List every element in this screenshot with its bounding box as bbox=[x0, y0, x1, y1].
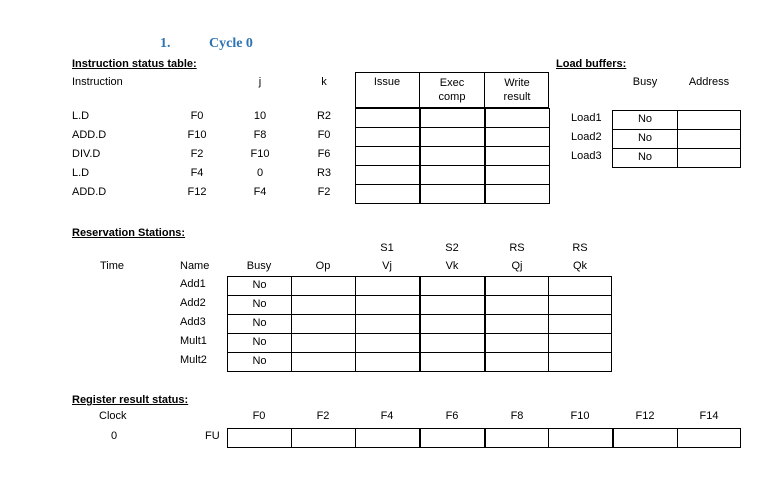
k-header: k bbox=[321, 76, 327, 88]
register-fu-cell[interactable] bbox=[677, 428, 741, 448]
s2-header: S2 bbox=[445, 242, 459, 254]
reservation-station-name: Add2 bbox=[180, 297, 206, 309]
time-header: Time bbox=[100, 260, 125, 272]
reservation-station-name: Add3 bbox=[180, 316, 206, 328]
exec-comp-cell[interactable] bbox=[420, 165, 485, 185]
clock-label: Clock bbox=[99, 410, 127, 422]
op-cell[interactable] bbox=[291, 295, 356, 315]
rs1-header: RS bbox=[509, 242, 525, 254]
instruction-dest: F10 bbox=[187, 129, 207, 141]
register-name: F4 bbox=[380, 410, 394, 422]
reservation-stations-title: Reservation Stations: bbox=[72, 227, 186, 239]
qk-cell[interactable] bbox=[548, 314, 612, 334]
load-buffer-name: Load2 bbox=[571, 131, 602, 143]
op-cell[interactable] bbox=[291, 276, 356, 296]
clock-value: 0 bbox=[111, 430, 118, 442]
rs-busy-cell: No bbox=[227, 314, 292, 334]
instruction-j: F8 bbox=[253, 129, 267, 141]
issue-cell[interactable] bbox=[355, 146, 420, 166]
instruction-op: L.D bbox=[72, 167, 90, 179]
qk-cell[interactable] bbox=[548, 276, 612, 296]
load-buffer-name: Load3 bbox=[571, 150, 602, 162]
load-busy-cell: No bbox=[612, 110, 678, 130]
qj-cell[interactable] bbox=[485, 352, 550, 372]
issue-header: Issue bbox=[373, 76, 401, 88]
instruction-dest: F4 bbox=[190, 167, 204, 179]
register-fu-cell[interactable] bbox=[420, 428, 485, 448]
instruction-dest: F0 bbox=[190, 110, 204, 122]
qj-cell[interactable] bbox=[485, 333, 550, 353]
vk-cell[interactable] bbox=[420, 295, 485, 315]
instruction-status-title: Instruction status table: bbox=[72, 58, 197, 70]
register-fu-cell[interactable] bbox=[485, 428, 550, 448]
write-result-header: Write result bbox=[503, 77, 531, 103]
exec-comp-header: Exec comp bbox=[438, 77, 466, 103]
rs-busy-cell: No bbox=[227, 295, 292, 315]
vj-cell[interactable] bbox=[355, 352, 420, 372]
load-address-header: Address bbox=[688, 76, 730, 88]
issue-cell[interactable] bbox=[355, 127, 420, 147]
vk-cell[interactable] bbox=[420, 333, 485, 353]
vk-header: Vk bbox=[445, 260, 459, 272]
page-title: Cycle 0 bbox=[209, 36, 253, 51]
reservation-station-name: Mult2 bbox=[180, 354, 207, 366]
register-name: F14 bbox=[699, 410, 719, 422]
vj-cell[interactable] bbox=[355, 333, 420, 353]
instruction-k: F2 bbox=[317, 186, 331, 198]
register-name: F2 bbox=[316, 410, 330, 422]
write-result-cell[interactable] bbox=[485, 146, 550, 166]
exec-comp-cell[interactable] bbox=[420, 184, 485, 204]
instruction-j: 0 bbox=[256, 167, 264, 179]
register-fu-cell[interactable] bbox=[291, 428, 356, 448]
fu-label: FU bbox=[205, 430, 220, 442]
rs-busy-cell: No bbox=[227, 333, 292, 353]
register-name: F12 bbox=[635, 410, 655, 422]
op-cell[interactable] bbox=[291, 333, 356, 353]
register-name: F10 bbox=[570, 410, 590, 422]
instruction-dest: F12 bbox=[187, 186, 207, 198]
instruction-j: F10 bbox=[250, 148, 270, 160]
write-result-cell[interactable] bbox=[485, 184, 550, 204]
register-fu-cell[interactable] bbox=[613, 428, 678, 448]
qk-cell[interactable] bbox=[548, 295, 612, 315]
register-name: F0 bbox=[252, 410, 266, 422]
vj-cell[interactable] bbox=[355, 295, 420, 315]
register-name: F8 bbox=[510, 410, 524, 422]
vk-cell[interactable] bbox=[420, 314, 485, 334]
issue-cell[interactable] bbox=[355, 165, 420, 185]
vk-cell[interactable] bbox=[420, 276, 485, 296]
rs-busy-cell: No bbox=[227, 352, 292, 372]
name-header: Name bbox=[180, 260, 210, 272]
vj-cell[interactable] bbox=[355, 276, 420, 296]
load-address-cell[interactable] bbox=[677, 129, 741, 149]
instruction-header: Instruction bbox=[72, 76, 123, 88]
register-fu-cell[interactable] bbox=[227, 428, 292, 448]
op-cell[interactable] bbox=[291, 314, 356, 334]
instruction-op: DIV.D bbox=[72, 148, 101, 160]
register-fu-cell[interactable] bbox=[548, 428, 613, 448]
issue-cell[interactable] bbox=[355, 108, 420, 128]
exec-comp-cell[interactable] bbox=[420, 108, 485, 128]
qj-cell[interactable] bbox=[485, 295, 550, 315]
heading-number: 1. bbox=[160, 36, 171, 51]
rs2-header: RS bbox=[572, 242, 588, 254]
op-cell[interactable] bbox=[291, 352, 356, 372]
instruction-k: R2 bbox=[316, 110, 332, 122]
s1-header: S1 bbox=[380, 242, 394, 254]
instruction-k: F6 bbox=[317, 148, 331, 160]
instruction-op: L.D bbox=[72, 110, 90, 122]
register-status-title: Register result status: bbox=[72, 394, 189, 406]
write-result-cell[interactable] bbox=[485, 165, 550, 185]
issue-cell[interactable] bbox=[355, 184, 420, 204]
qj-cell[interactable] bbox=[485, 276, 550, 296]
instruction-op: ADD.D bbox=[72, 129, 107, 141]
instruction-op: ADD.D bbox=[72, 186, 107, 198]
qk-cell[interactable] bbox=[548, 333, 612, 353]
load-address-cell[interactable] bbox=[677, 110, 741, 130]
instruction-j: F4 bbox=[253, 186, 267, 198]
register-name: F6 bbox=[445, 410, 459, 422]
vj-cell[interactable] bbox=[355, 314, 420, 334]
load-buffers-title: Load buffers: bbox=[556, 58, 627, 70]
vk-cell[interactable] bbox=[420, 352, 485, 372]
instruction-k: R3 bbox=[316, 167, 332, 179]
reservation-station-name: Add1 bbox=[180, 278, 206, 290]
instruction-dest: F2 bbox=[190, 148, 204, 160]
write-result-cell[interactable] bbox=[485, 127, 550, 147]
exec-comp-cell[interactable] bbox=[420, 127, 485, 147]
exec-comp-cell[interactable] bbox=[420, 146, 485, 166]
load-address-cell[interactable] bbox=[677, 148, 741, 168]
op-header: Op bbox=[315, 260, 331, 272]
qj-header: Qj bbox=[511, 260, 523, 272]
instruction-k: F0 bbox=[317, 129, 331, 141]
qk-header: Qk bbox=[572, 260, 588, 272]
load-busy-cell: No bbox=[612, 129, 678, 149]
reservation-station-name: Mult1 bbox=[180, 335, 207, 347]
qj-cell[interactable] bbox=[485, 314, 550, 334]
load-buffer-name: Load1 bbox=[571, 112, 602, 124]
load-busy-cell: No bbox=[612, 148, 678, 168]
busy-header: Busy bbox=[246, 260, 272, 272]
j-header: j bbox=[258, 76, 262, 88]
instruction-j: 10 bbox=[253, 110, 267, 122]
rs-busy-cell: No bbox=[227, 276, 292, 296]
load-busy-header: Busy bbox=[632, 76, 658, 88]
register-fu-cell[interactable] bbox=[355, 428, 420, 448]
qk-cell[interactable] bbox=[548, 352, 612, 372]
write-result-cell[interactable] bbox=[485, 108, 550, 128]
vj-header: Vj bbox=[382, 260, 392, 272]
